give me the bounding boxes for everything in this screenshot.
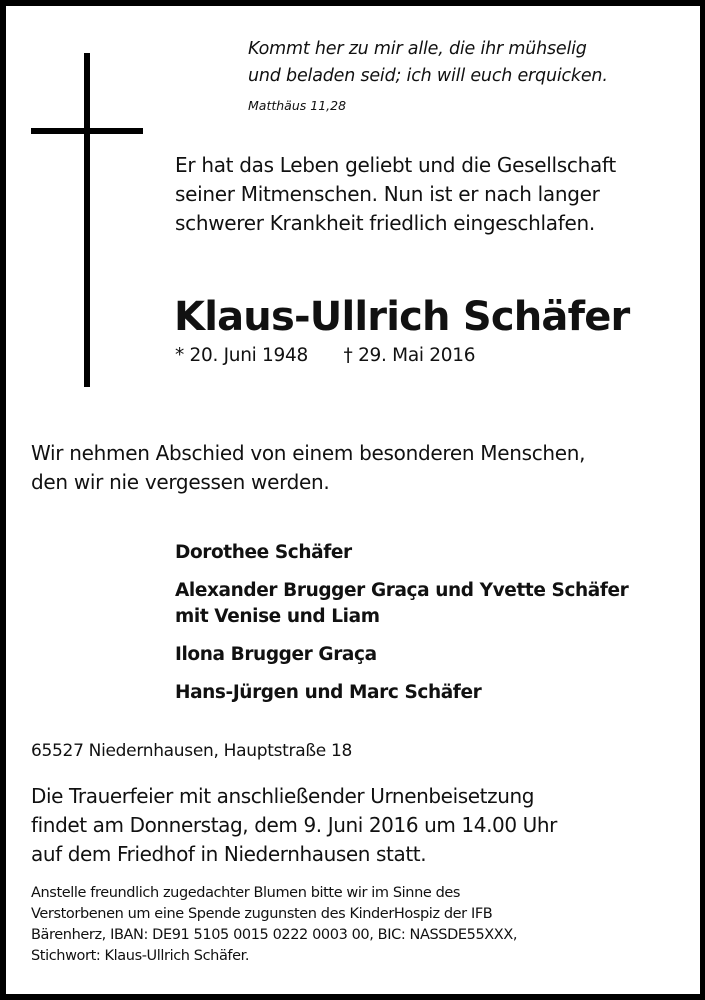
- verse-reference: Matthäus 11,28: [248, 98, 347, 113]
- obituary-notice: [6, 6, 700, 994]
- life-dates: [175, 345, 475, 366]
- intro-line: Er hat das Leben geliebt und die Gesellschaft: [175, 153, 616, 177]
- cross-vertical-bar: [84, 53, 90, 387]
- donation-request: [31, 883, 517, 967]
- mourner-name: mit Venise und Liam: [175, 606, 380, 627]
- ceremony-info: [31, 782, 557, 869]
- intro-text: [175, 151, 616, 238]
- donation-line: Bärenherz, IBAN: DE91 5105 0015 0222 0003 00, BIC: NASSDE55XXX,: [31, 927, 518, 943]
- deceased-name: Klaus-Ullrich Schäfer: [174, 294, 630, 340]
- ceremony-line: auf dem Friedhof in Niedernhausen statt.: [31, 842, 427, 866]
- family-address: 65527 Niedernhausen, Hauptstraße 18: [31, 741, 353, 761]
- mourner-name: Hans-Jürgen und Marc Schäfer: [175, 682, 482, 703]
- verse-line: Kommt her zu mir alle, die ihr mühselig: [248, 39, 587, 59]
- ceremony-line: findet am Donnerstag, dem 9. Juni 2016 um 14.00 Uhr: [31, 813, 557, 837]
- mourner-name: Alexander Brugger Graça und Yvette Schäfer: [175, 580, 629, 601]
- bible-verse: [248, 36, 608, 90]
- mourner-name: Ilona Brugger Graça: [175, 644, 377, 665]
- mourners-list: [175, 540, 628, 718]
- donation-line: Anstelle freundlich zugedachter Blumen bitte wir im Sinne des: [31, 885, 461, 901]
- donation-line: Stichwort: Klaus-Ullrich Schäfer.: [31, 948, 250, 964]
- farewell-text: [31, 439, 585, 497]
- birth-date: * 20. Juni 1948: [175, 345, 308, 366]
- verse-line: und beladen seid; ich will euch erquicken.: [248, 66, 608, 86]
- intro-line: schwerer Krankheit friedlich eingeschlafen.: [175, 211, 595, 235]
- farewell-line: Wir nehmen Abschied von einem besonderen Menschen,: [31, 441, 586, 465]
- cross-horizontal-bar: [31, 128, 143, 134]
- intro-line: seiner Mitmenschen. Nun ist er nach langer: [175, 182, 600, 206]
- farewell-line: den wir nie vergessen werden.: [31, 470, 330, 494]
- mourner-entry: [175, 540, 628, 566]
- death-date: † 29. Mai 2016: [343, 345, 476, 366]
- ceremony-line: Die Trauerfeier mit anschließender Urnenbeisetzung: [31, 784, 535, 808]
- mourner-entry: [175, 680, 628, 706]
- donation-line: Verstorbenen um eine Spende zugunsten des KinderHospiz der IFB: [31, 906, 493, 922]
- mourner-name: Dorothee Schäfer: [175, 542, 352, 563]
- mourner-entry: [175, 578, 628, 630]
- mourner-entry: [175, 642, 628, 668]
